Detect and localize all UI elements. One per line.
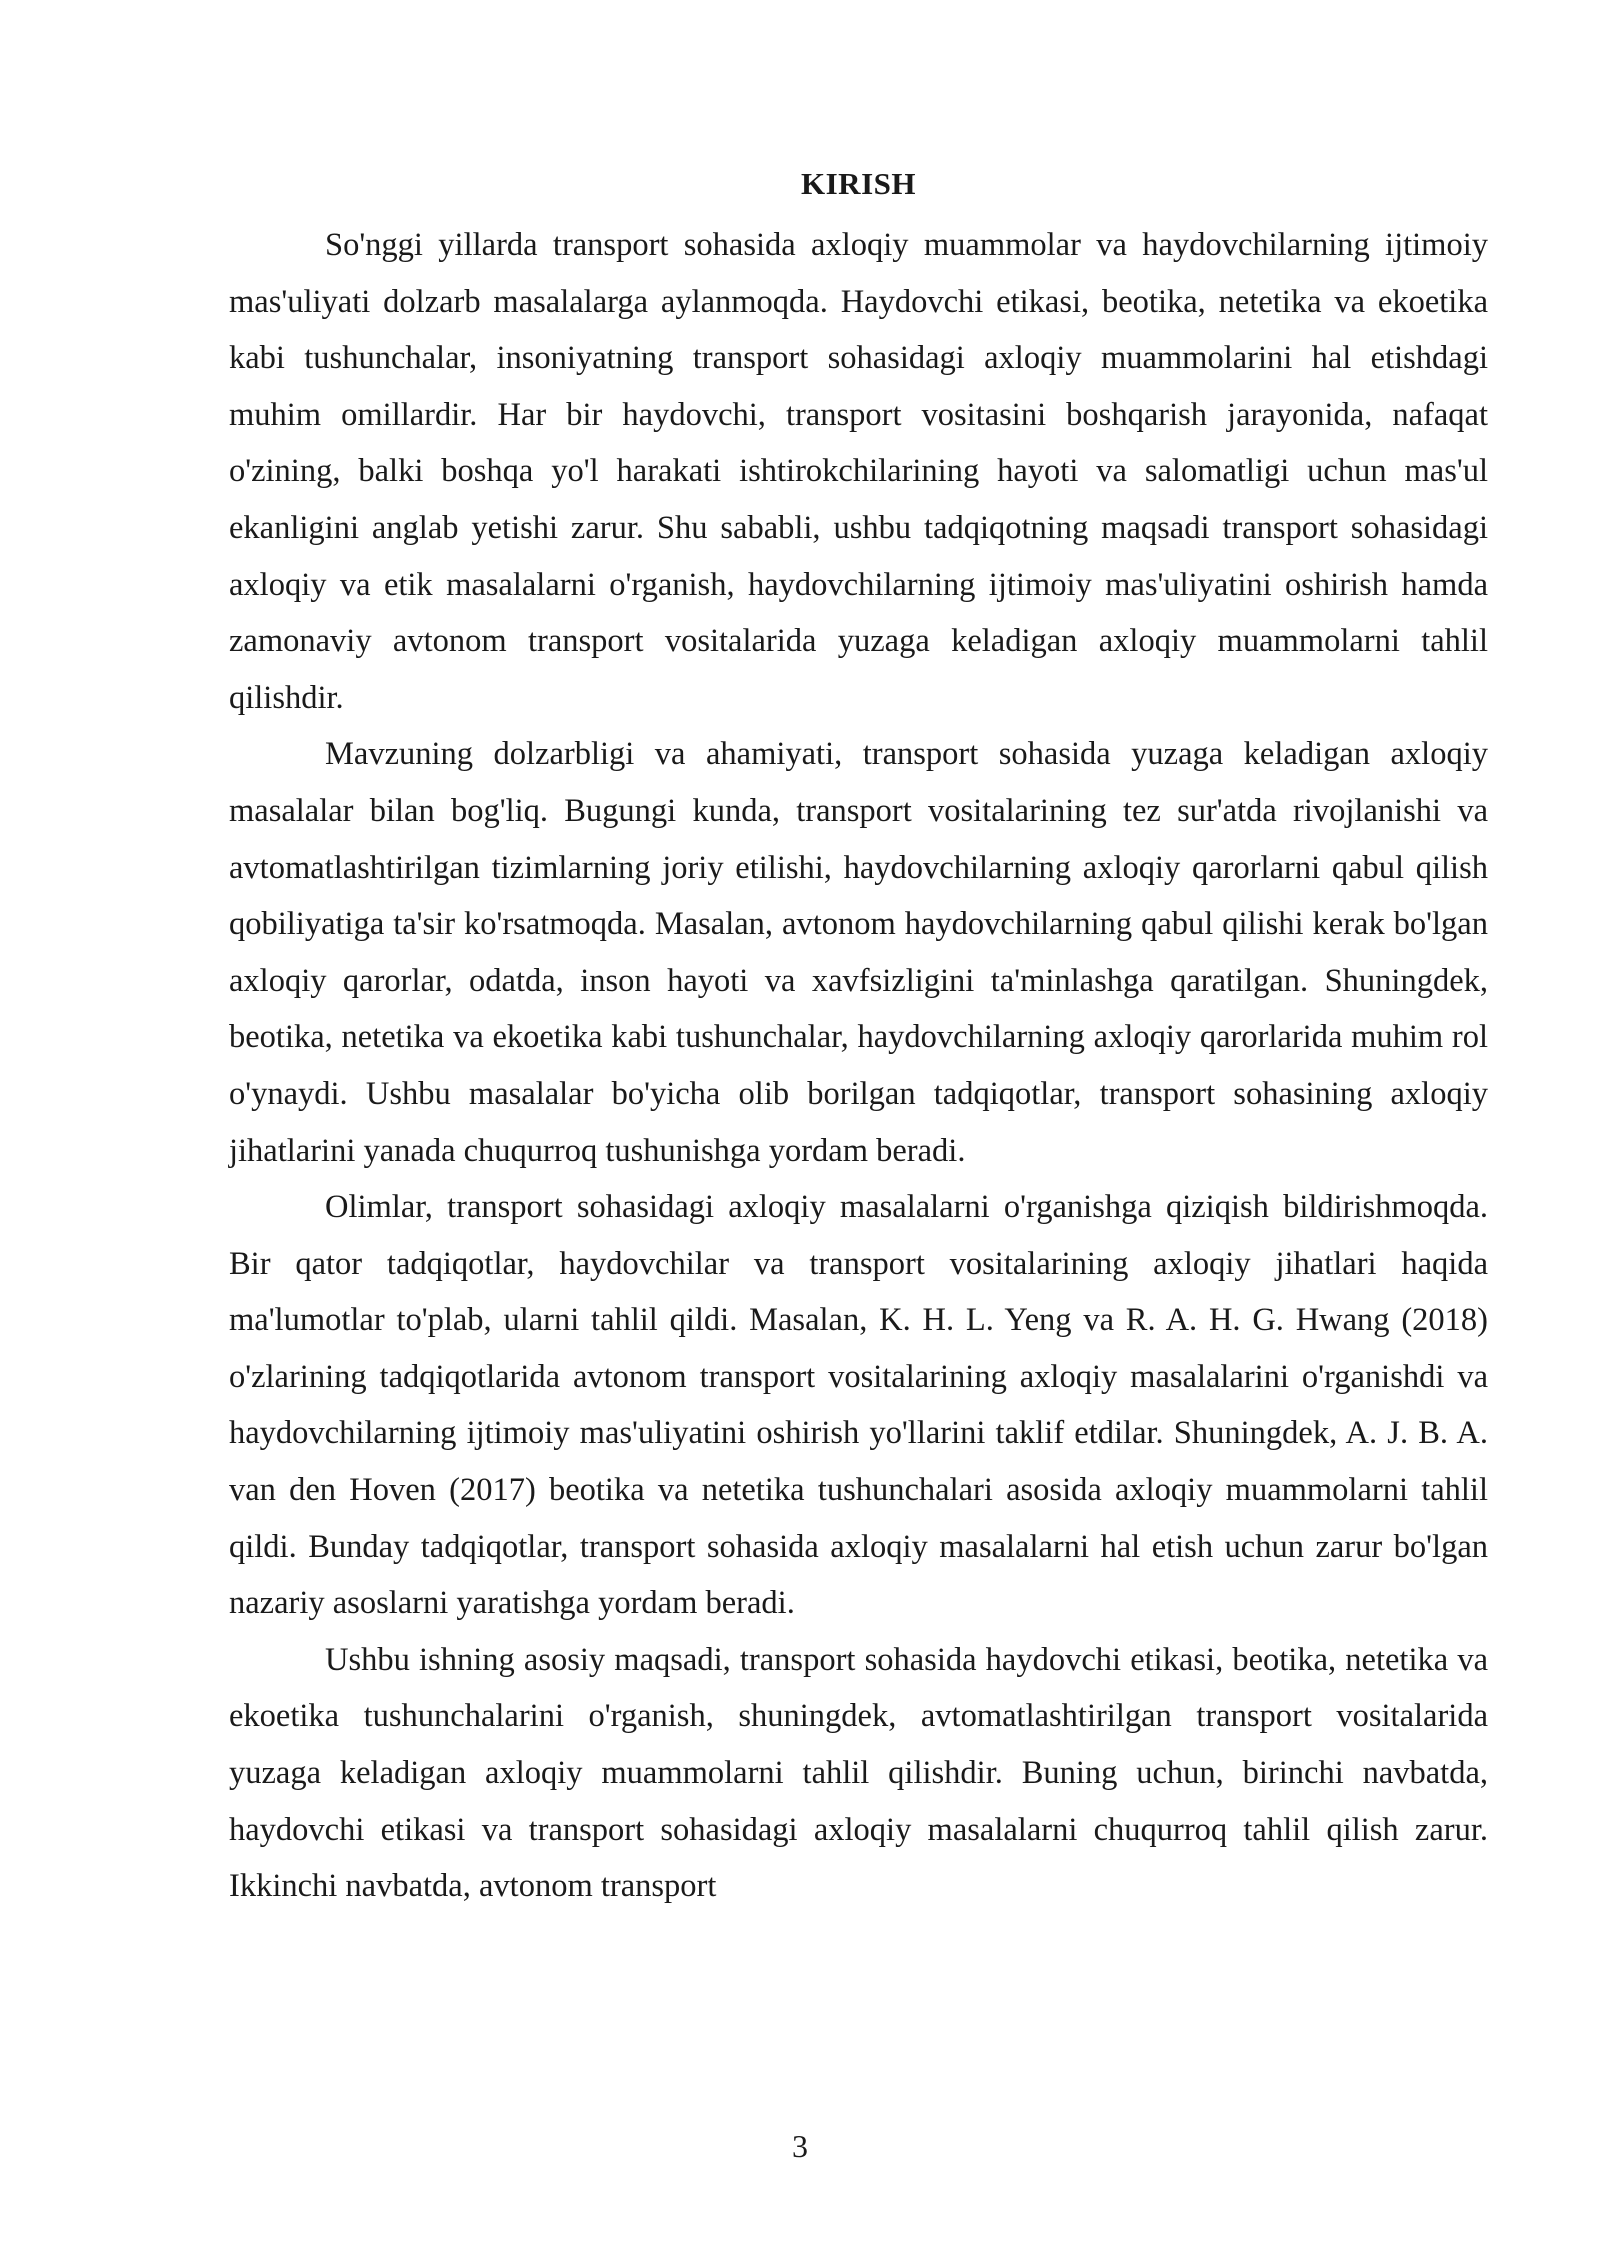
paragraph-1: So'nggi yillarda transport sohasida axloqiy muammolar va haydovchilarning ijtimoiy mas'uliyati dolzarb masalalarga aylanmoqda. Haydovchi etikasi, beotika, netetika va ekoetika kabi tushunchalar, insoniyatning transport sohasidagi axloqiy muammolarini hal etishdagi muhim omillardir. Har bir haydovchi, transport vositasini boshqarish jarayonida, nafaqat o'zining, balki boshqa yo'l harakati ishtirokchilarining hayoti va salomatligi uchun mas'ul ekanligini anglab yetishi zarur. Shu sababli, ushbu tadqiqotning maqsadi transport sohasidagi axloqiy va etik masalalarni o'rganish, haydovchilarning ijtimoiy mas'uliyatini oshirish hamda zamonaviy avtonom transport vositalarida yuzaga keladigan axloqiy muammolarni tahlil qilishdir.	[229, 227, 1488, 716]
paragraph-3: Olimlar, transport sohasidagi axloqiy masalalarni o'rganishga qiziqish bildirishmoqda. Bir qator tadqiqotlar, haydovchilar va transport vositalarining axloqiy jihatlari haqida ma'lumotlar to'plab, ularni tahlil qildi. Masalan, K. H. L. Yeng va R. A. H. G. Hwang (2018) o'zlarining tadqiqotlarida avtonom transport vositalarining axloqiy masalalarini o'rganishdi va haydovchilarning ijtimoiy mas'uliyatini oshirish yo'llarini taklif etdilar. Shuningdek, A. J. B. A. van den Hoven (2017) beotika va netetika tushunchalari asosida axloqiy muammolarni tahlil qildi. Bunday tadqiqotlar, transport sohasida axloqiy masalalarni hal etish uchun zarur bo'lgan nazariy asoslarni yaratishga yordam beradi.	[229, 1189, 1488, 1622]
paragraph-4: Ushbu ishning asosiy maqsadi, transport sohasida haydovchi etikasi, beotika, netetika va ekoetika tushunchalarini o'rganish, shuningdek, avtomatlashtirilgan transport vositalarida yuzaga keladigan axloqiy muammolarni tahlil qilishdir. Buning uchun, birinchi navbatda, haydovchi etikasi va transport sohasidagi axloqiy masalalarni chuqurroq tahlil qilish zarur. Ikkinchi navbatda, avtonom transport	[229, 1641, 1488, 1905]
page-content	[229, 162, 1488, 1915]
page-title: KIRISH	[801, 166, 916, 201]
paragraph-2: Mavzuning dolzarbligi va ahamiyati, transport sohasida yuzaga keladigan axloqiy masalalar bilan bog'liq. Bugungi kunda, transport vositalarining tez sur'atda rivojlanishi va avtomatlashtirilgan tizimlarning joriy etilishi, haydovchilarning axloqiy qarorlarni qabul qilish qobiliyatiga ta'sir ko'rsatmoqda. Masalan, avtonom haydovchilarning qabul qilishi kerak bo'lgan axloqiy qarorlar, odatda, inson hayoti va xavfsizligini ta'minlashga qaratilgan. Shuningdek, beotika, netetika va ekoetika kabi tushunchalar, haydovchilarning axloqiy qarorlarida muhim rol o'ynaydi. Ushbu masalalar bo'yicha olib borilgan tadqiqotlar, transport sohasining axloqiy jihatlarini yanada chuqurroq tushunishga yordam beradi.	[229, 736, 1488, 1169]
page-number: 3	[792, 2128, 808, 2164]
